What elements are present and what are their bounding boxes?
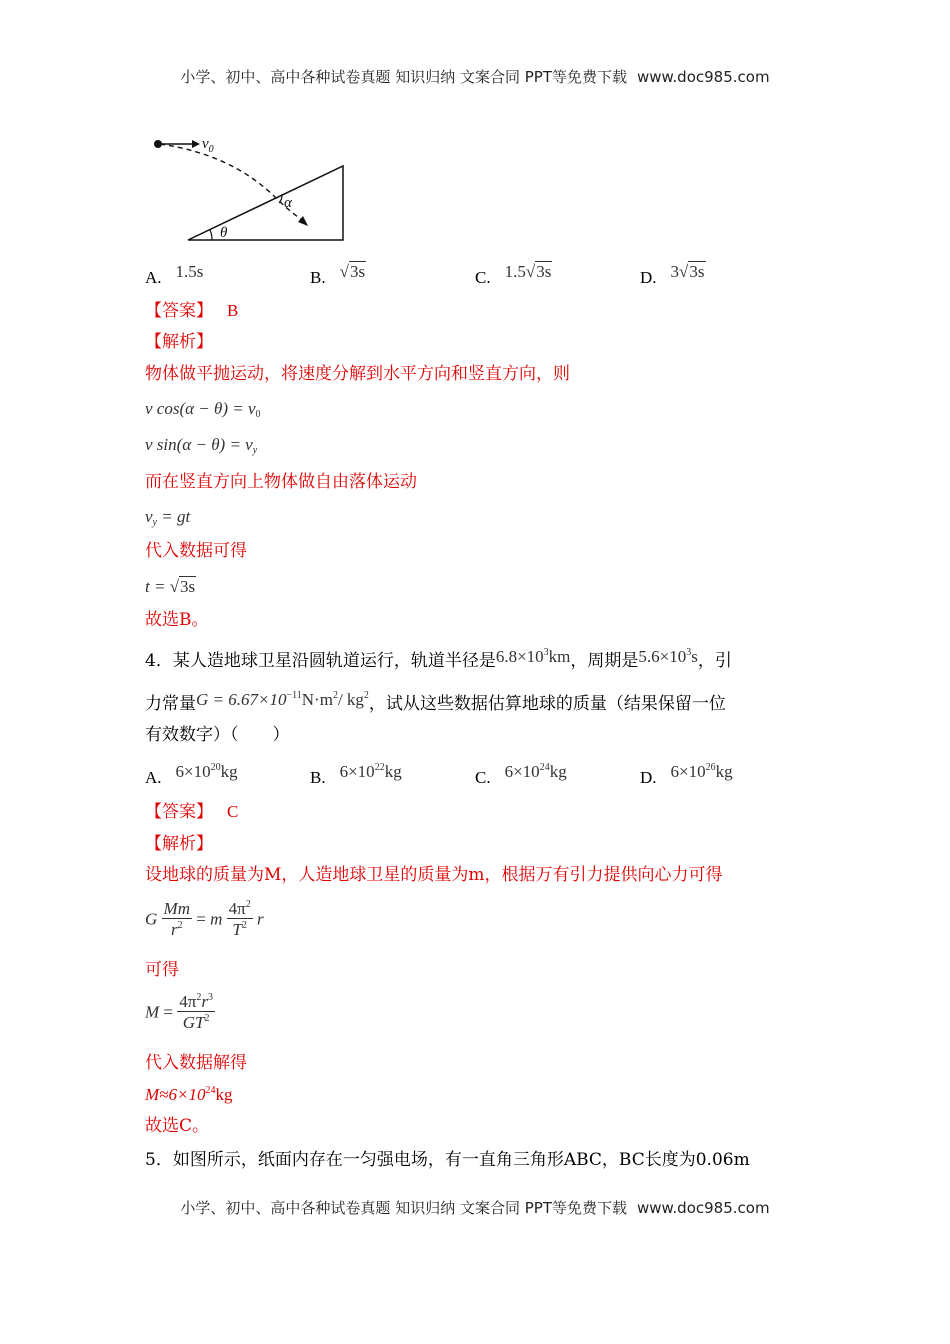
header-text: 小学、初中、高中各种试卷真题 知识归纳 文案合同 PPT等免费下载 [180,68,627,86]
q4-line-d: 故选C。 [145,1116,210,1136]
projectile-figure [140,130,360,245]
q4-option-d[interactable]: D. $6\times 10^{26}kg$ [640,762,733,787]
q3-eq-4: t = √3s [145,577,196,596]
q3-eq-1: v $\cos(\alpha - \theta) = v_0$ [145,399,261,420]
alpha-label: α [284,195,292,211]
q4-analysis-tag: 【解析】 [145,834,213,854]
theta-arc [210,230,212,240]
footer-url[interactable]: www.doc985.com [636,1199,770,1217]
v0-arrow-head [192,140,200,148]
q4-option-b[interactable]: B. $6\times 10^{22}kg$ [310,762,402,787]
q3-option-d[interactable]: D. 3√3s [640,262,705,287]
q4-line-c: 代入数据解得 [145,1053,247,1073]
q3-analysis-tag: 【解析】 [145,332,213,352]
sqrt-sign: √ [339,262,349,281]
q4-stem-line-2: 力常量$G = 6.67\times 10^{-11}N\cdot m^2/$ $kg^2$，试从这些数据估算地球的质量（结果保留一位 [145,690,726,714]
page-footer [0,1197,950,1218]
q4-stem-line-3: 有效数字）（ ） [145,725,290,745]
q3-option-b[interactable]: B. √3s [310,262,366,287]
incline-triangle [188,166,343,240]
q4-formula-mass: M = $\frac{4\pi^2r^3}{GT^2}$ [145,992,213,1032]
q4-option-a[interactable]: A. $6\times 10^{20}kg$ [145,762,238,787]
header-url[interactable]: www.doc985.com [636,68,770,86]
sqrt-sign: √ [679,262,689,281]
theta-label: θ [220,225,228,241]
q3-line-2: 而在竖直方向上物体做自由落体运动 [145,472,417,492]
q4-line-b: 可得 [145,960,179,980]
q3-answer: 【答案】 B [145,301,239,321]
q3-option-c[interactable]: C. 1.5√3s [475,262,552,287]
q4-stem-line-1: 4．某人造地球卫星沿圆轨道运行，轨道半径是$6.8\times 10^3km$，周期是$5.6\times 10^3s$，引 [145,647,732,671]
q3-eq-2: v $\sin(\alpha - \theta) = v_y$ [145,435,258,456]
footer-text: 小学、初中、高中各种试卷真题 知识归纳 文案合同 PPT等免费下载 [180,1199,627,1217]
q4-answer: 【答案】 C [145,802,239,822]
q4-result: $M\approx 6\times 10^{24}kg$ [145,1085,233,1104]
velocity-arrow-head [298,216,308,226]
q3-line-1: 物体做平抛运动，将速度分解到水平方向和竖直方向，则 [145,364,570,384]
q4-line-a: 设地球的质量为M，人造地球卫星的质量为m，根据万有引力提供向心力可得 [145,865,723,885]
q3-option-a[interactable]: A. 1.5s [145,262,204,287]
q4-formula-gravity: G $\frac{Mm}{r^2}$ = m $\frac{4\pi^2}{T^2}$ r [145,899,264,939]
q3-eq-3: $v_y$ = gt [145,507,191,528]
v0-label: $v_0$ [202,136,214,155]
q4-option-c[interactable]: C. $6\times 10^{24}kg$ [475,762,567,787]
q3-line-3: 代入数据可得 [145,541,247,561]
q5-stem-line-1: 5．如图所示，纸面内存在一匀强电场，有一直角三角形ABC，BC长度为0.06m [145,1150,750,1170]
page-header [0,66,950,87]
sqrt-sign: √ [525,262,536,281]
q3-line-4: 故选B。 [145,610,209,630]
